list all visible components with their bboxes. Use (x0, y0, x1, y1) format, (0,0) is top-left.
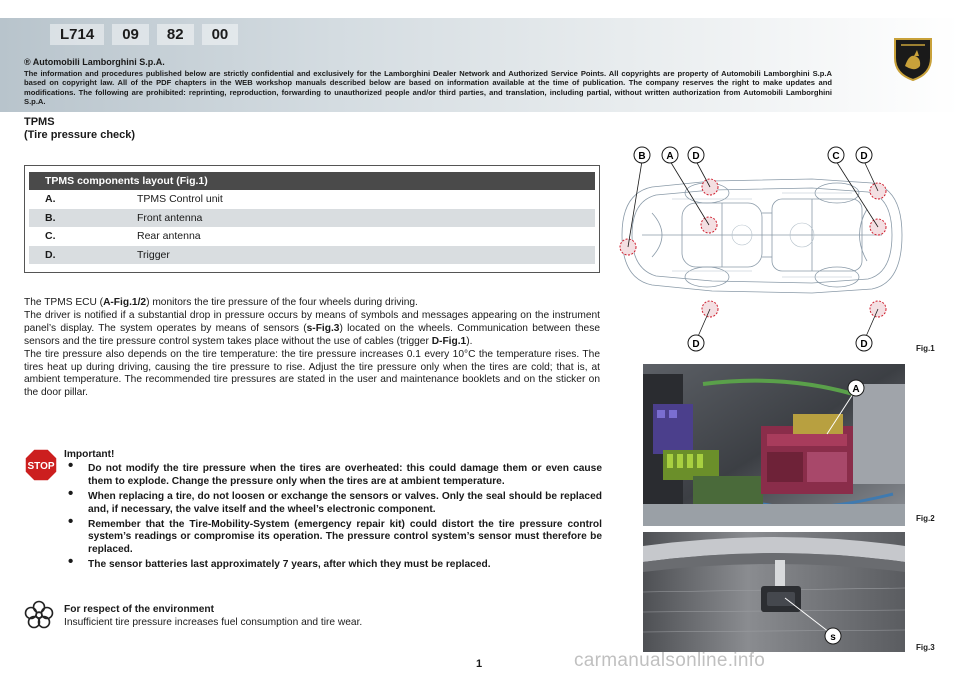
svg-text:s: s (830, 632, 836, 643)
components-table-heading: TPMS components layout (Fig.1) (29, 172, 595, 190)
row-key: D. (45, 248, 56, 261)
svg-text:D: D (692, 151, 700, 162)
document-code (50, 24, 238, 45)
row-key: B. (45, 211, 56, 224)
code-group: 09 (112, 24, 149, 45)
fig1-callout-c (828, 147, 844, 163)
page-number: 1 (476, 658, 483, 670)
stop-sign-icon (24, 448, 58, 482)
fig3-callout-s (825, 628, 841, 644)
table-row (29, 190, 595, 209)
row-value: Trigger (137, 248, 170, 261)
figure-2-control-unit-photo (643, 364, 905, 526)
fig1-callout-d-front (688, 147, 704, 163)
lamborghini-logo-icon (893, 36, 933, 82)
copyright-notice (24, 58, 832, 107)
list-item: • Remember that the Tire-Mobility-System (emergency repair kit) could distort the tire pressure control system’s readings or compromise its operation. The pressure control system’s sensor must therefore be replaced. (68, 512, 602, 556)
copyright-title: ® Automobili Lamborghini S.p.A. (24, 57, 165, 67)
list-item: • When replacing a tire, do not loosen or exchange the sensors or valves. Only the seal should be replaced and, if necessary, the valve itself and the wheel’s electronic component. (68, 484, 602, 515)
fig2-callout-a (848, 380, 864, 396)
components-table (24, 165, 600, 273)
important-list (64, 456, 602, 572)
row-value: TPMS Control unit (137, 193, 223, 205)
svg-text:D: D (860, 339, 868, 350)
environment-note (64, 604, 602, 630)
row-value: Rear antenna (137, 230, 201, 242)
environment-text: Insufficient tire pressure increases fuel consumption and tire wear. (64, 616, 363, 628)
title-main: TPMS (24, 116, 55, 128)
figure-1-car-layout (612, 143, 910, 355)
figure-3-wheel-sensor-photo (643, 532, 905, 652)
row-value: Front antenna (137, 211, 203, 224)
stop-label: STOP (27, 461, 55, 472)
copyright-text: The information and procedures published below are strictly confidential and exclusively for the Lamborghini Dealer Network and Authorized Service Points. All copyrights are property of Automobili Lamborghini S.p.A based on copyright law. All of the PDF chapters in the WEB workshop manuals described below are based on information available at the time of publication. The company reserves the right to make updates and modifications. The following are prohibited: reprinting, reproduction, forwarding to unauthorized people and/or third parties, and translation, including partial, without written authorization from Automobili Lamborghini S.p.A. (24, 68, 832, 107)
fig3-label: Fig.3 (916, 643, 935, 652)
table-row (29, 209, 595, 228)
fig1-label: Fig.1 (916, 344, 935, 353)
watermark: carmanualsonline.info (574, 650, 766, 671)
fig1-callout-b (634, 147, 650, 163)
components-table-body (29, 190, 595, 264)
fig1-callout-a (662, 147, 678, 163)
important-notice (64, 449, 602, 574)
fig2-label: Fig.2 (916, 514, 935, 523)
svg-text:D: D (692, 339, 700, 350)
fig1-callout-d-rear (856, 147, 872, 163)
page-title (24, 116, 135, 142)
svg-text:A: A (852, 384, 860, 395)
list-item: • The sensor batteries last approximately 7 years, after which they must be replaced. (68, 553, 491, 571)
paragraph-notification: The driver is notified if a substantial drop in pressure occurs by means of symbols and messages appearing on the instrument panel’s display. The system operates by means of sensors (s-Fig.3) located on the wheels. Communication between these sensors and the tire pressure control system takes place without the use of cables (trigger D-Fig.1). (24, 309, 600, 347)
environment-title: For respect of the environment (64, 604, 215, 615)
paragraph-ecu: The TPMS ECU (A-Fig.1/2) monitors the tire pressure of the four wheels during driving. (24, 297, 418, 308)
paragraph-temperature: The tire pressure also depends on the tire temperature: the tire pressure increases 0.1 every 10°C the temperature rises. The tires heat up during driving, causing the tire pressure to rise. Adjust the tire pressure only when the tires are cold; that is, at ambient temperature. The recommended tire pressures are stated in the user and maintenance booklets and on the sticker on the door pillar. (24, 348, 600, 399)
fig1-callout-d-bottom-left (688, 335, 704, 351)
row-key: A. (45, 193, 56, 205)
fig1-callout-d-bottom-right (856, 335, 872, 351)
svg-text:C: C (832, 151, 840, 162)
code-model: L714 (50, 24, 104, 45)
title-sub: (Tire pressure check) (24, 129, 136, 141)
svg-text:B: B (638, 151, 646, 162)
svg-text:A: A (666, 151, 674, 162)
table-row (29, 246, 595, 265)
flower-environment-icon (24, 600, 54, 630)
svg-text:D: D (860, 151, 868, 162)
row-key: C. (45, 230, 56, 242)
table-row (29, 227, 595, 246)
list-item: • Do not modify the tire pressure when the tires are overheated: this could damage them or even cause them to explode. Change the pressure only when the tires are at ambient temperature. (68, 456, 602, 487)
code-subgroup: 82 (157, 24, 194, 45)
important-title: Important! (64, 449, 115, 460)
code-item: 00 (202, 24, 239, 45)
body-text (24, 297, 600, 400)
